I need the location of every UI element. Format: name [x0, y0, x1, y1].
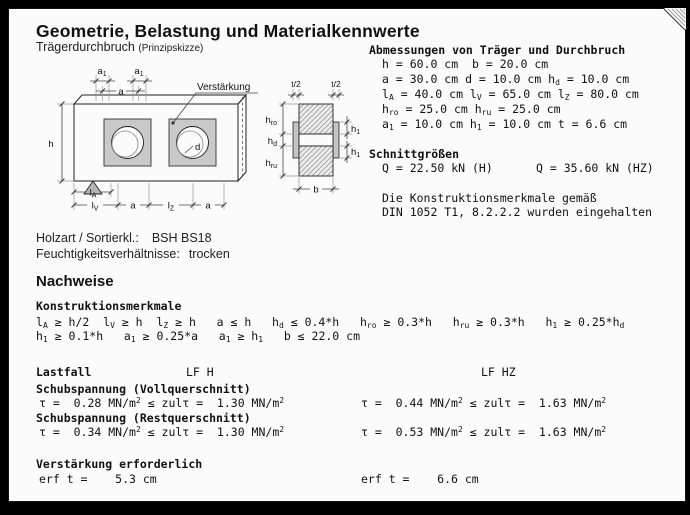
label-hd: $h_d$	[267, 136, 277, 148]
lastfall-col-hz: LF HZ	[481, 365, 516, 379]
verstaerkung-leader-dot	[171, 121, 174, 124]
label-hro: $h_{ro}$	[265, 115, 277, 127]
lastfall-label: Lastfall	[36, 365, 92, 379]
abmessungen-line: $h_{ro} = 25.0$ cm $h_{ru} = 25.0$ cm	[382, 102, 561, 117]
abmessungen-line: h = 60.0 cm b = 20.0 cm	[382, 57, 549, 71]
tau-voll-hz: τ = 0.44 $MN/m^2 \le zul\tau = 1.63$ $MN/m^2$	[361, 396, 607, 410]
abmessungen-line: $l_A = 40.0$ cm $l_V = 65.0$ cm $l_Z = 80.0$ cm	[382, 87, 639, 102]
label-hru: $h_{ru}$	[265, 158, 277, 170]
din-note-line1: Die Konstruktionsmerkmale gemäß	[382, 191, 597, 205]
page-title: Geometrie, Belastung und Materialkennwerte	[36, 21, 420, 41]
tau-voll-h: τ = 0.28 $MN/m^2 \le zul\tau = 1.30$ $MN/m^2$	[39, 396, 285, 410]
page-subtitle	[36, 40, 203, 54]
label-a-top: a	[118, 86, 124, 98]
abmessungen-line: $a_1 = 10.0$ cm $h_1 = 10.0$ cm t = 6.6 cm	[382, 117, 628, 132]
erf-t-h: erf t = 5.3 cm	[39, 472, 157, 486]
section-hole	[299, 134, 333, 146]
label-a1-left: $a_1$	[97, 66, 107, 78]
cross-section-view	[265, 79, 360, 196]
beam-side-face	[238, 95, 246, 181]
section-strip-left	[293, 122, 299, 158]
schub-rest-heading: Schubspannung (Restquerschnitt)	[36, 411, 251, 425]
tau-rest-hz: τ = 0.53 $MN/m^2 \le zul\tau = 1.63$ $MN/m^2$	[361, 425, 607, 439]
schub-voll-heading: Schubspannung (Vollquerschnitt)	[36, 382, 251, 396]
verstaerkung-leader	[173, 93, 258, 123]
label-lZ: $l_Z$	[167, 200, 175, 213]
subtitle-note: (Prinzipskizze)	[138, 43, 204, 54]
holzart-row	[36, 231, 212, 245]
feuchte-value: trocken	[188, 247, 230, 261]
lastfall-col-h: LF H	[186, 365, 214, 379]
label-a-bottom-1: a	[130, 200, 136, 212]
schnittgroessen-heading: Schnittgrößen	[369, 147, 460, 161]
label-a1-right: $a_1$	[134, 66, 144, 78]
section-top-block	[299, 104, 333, 134]
section-strip-right	[333, 122, 339, 158]
beam-3d-view	[48, 66, 258, 213]
label-h1-top: $h_1$	[351, 124, 361, 136]
abmessungen-line: a = 30.0 cm d = 10.0 cm $h_d = 10.0$ cm	[382, 72, 630, 87]
feuchte-label: Feuchtigkeitsverhältnisse:	[36, 247, 180, 261]
abmessungen-heading: Abmessungen von Träger und Durchbruch	[369, 43, 626, 57]
label-h: h	[48, 139, 54, 150]
label-h1-bottom: $h_1$	[351, 147, 361, 159]
document-page	[8, 8, 686, 502]
label-b: b	[313, 184, 319, 196]
label-a-bottom-2: a	[205, 200, 211, 212]
page-fold-corner-icon	[660, 8, 686, 34]
q-value-h: Q = 22.50 kN (H)	[382, 161, 493, 175]
label-lV: $l_V$	[91, 200, 99, 213]
beam-sketch	[29, 59, 376, 221]
subtitle-text: Trägerdurchbruch	[36, 40, 139, 54]
section-bottom-block	[299, 146, 333, 176]
beam-top-face	[74, 95, 246, 104]
din-note-line2: DIN 1052 T1, 8.2.2.2 wurden eingehalten	[382, 205, 653, 219]
konstruktion-line1: $l_A \ge h/2$ $l_V \ge h$ $l_Z \ge h$ a ≤ h $h_d \le 0.4*h$ $h_{ro} \ge 0.3*h$ $h_{ru} \ge 0.3*h$ $h_1 \ge 0.25*h_d$	[36, 315, 625, 330]
q-value-hz: Q = 35.60 kN (HZ)	[536, 161, 654, 175]
holzart-value: BSH BS18	[151, 231, 212, 245]
label-lA: $l_A$	[89, 187, 97, 200]
holzart-label: Holzart / Sortierkl.:	[36, 231, 139, 245]
verstaerkung-req-heading: Verstärkung erforderlich	[36, 457, 203, 471]
konstruktion-line2: $h_1 \ge 0.1*h$ $a_1 \ge 0.25*a$ $a_1 \ge h_1$ b ≤ 22.0 cm	[36, 329, 360, 344]
konstruktion-heading: Konstruktionsmerkmale	[36, 299, 182, 313]
tau-rest-h: τ = 0.34 $MN/m^2 \le zul\tau = 1.30$ $MN/m^2$	[39, 425, 285, 439]
feuchte-row	[36, 247, 230, 261]
erf-t-hz: erf t = 6.6 cm	[361, 472, 479, 486]
nachweise-heading: Nachweise	[36, 273, 114, 290]
label-t2-left: t/2	[291, 79, 301, 89]
label-d: d	[195, 142, 201, 153]
label-t2-right: t/2	[331, 79, 341, 89]
label-verstaerkung: Verstärkung	[197, 82, 251, 93]
